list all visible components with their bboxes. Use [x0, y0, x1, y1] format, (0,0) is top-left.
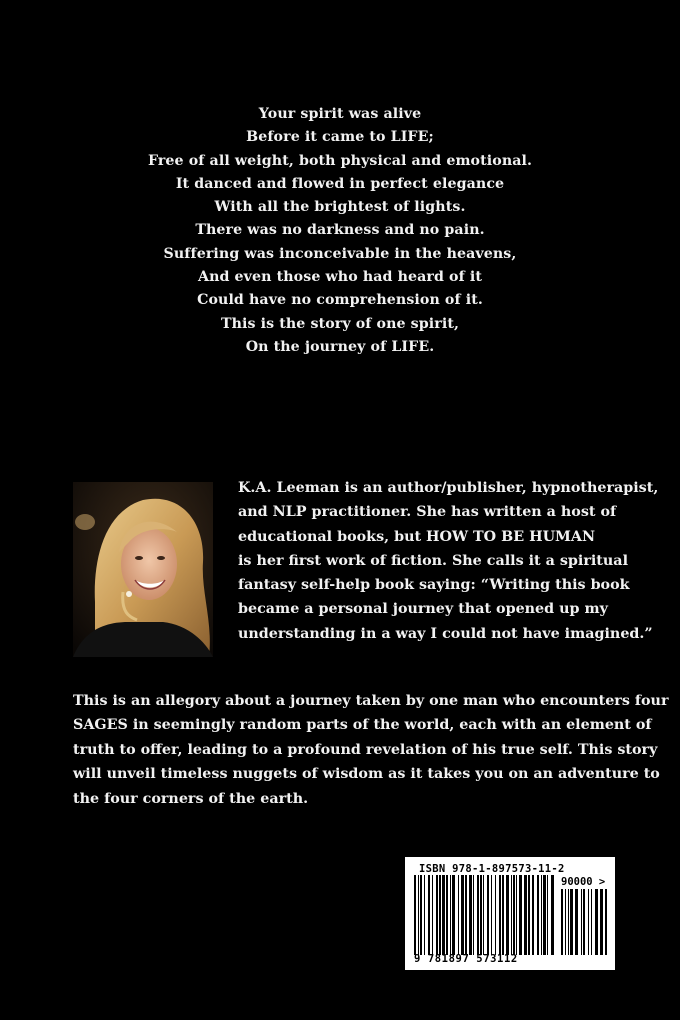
description-line: SAGES in seemingly random parts of the world, each with an element of [73, 717, 652, 734]
poem-line: There was no darkness and no pain. [195, 222, 485, 239]
poem-line: This is the story of one spirit, [220, 315, 460, 332]
author-photo [73, 482, 213, 657]
bio-line: is her first work of fiction. She calls it a spiritual [238, 552, 628, 569]
bio-line: K.A. Leeman is an author/publisher, hypnotherapist, [238, 480, 659, 496]
poem-line: Your spirit was alive [258, 106, 422, 122]
bio-line: became a personal journey that opened up my [238, 601, 608, 618]
description-line: This is an allegory about a journey taken by one man who encounters four [73, 693, 669, 709]
price-code: 90000 > [561, 876, 606, 888]
addon-barcode-bars [561, 889, 607, 955]
ean-digits: 9 781897 573112 [414, 953, 518, 965]
author-bio [238, 476, 658, 646]
poem-line: And even those who had heard of it [197, 269, 483, 286]
isbn-label: ISBN 978-1-897573-11-2 [419, 863, 565, 875]
barcode-bars [414, 875, 554, 955]
poem-line: With all the brightest of lights. [214, 199, 466, 216]
bio-line: educational books, but HOW TO BE HUMAN [238, 528, 596, 545]
poem-line: Before it came to LIFE; [246, 129, 434, 146]
description-line: the four corners of the earth. [73, 790, 309, 807]
poem-line: It danced and flowed in perfect elegance [175, 175, 505, 192]
isbn-barcode [405, 857, 615, 970]
poem [0, 103, 680, 359]
bio-line: fantasy self-help book saying: “Writing this book [238, 577, 630, 594]
description-line: will unveil timeless nuggets of wisdom as it takes you on an adventure to [73, 766, 660, 783]
bio-line: and NLP practitioner. She has written a host of [238, 504, 617, 521]
poem-line: Suffering was inconceivable in the heavens, [163, 245, 517, 262]
poem-line: Free of all weight, both physical and emotional. [147, 152, 533, 169]
poem-line: On the journey of LIFE. [245, 338, 435, 355]
poem-line: Could have no comprehension of it. [197, 292, 483, 309]
description-line: truth to offer, leading to a profound revelation of his true self. This story [73, 741, 658, 758]
bio-line: understanding in a way I could not have imagined.” [238, 625, 653, 642]
book-description [73, 689, 669, 811]
